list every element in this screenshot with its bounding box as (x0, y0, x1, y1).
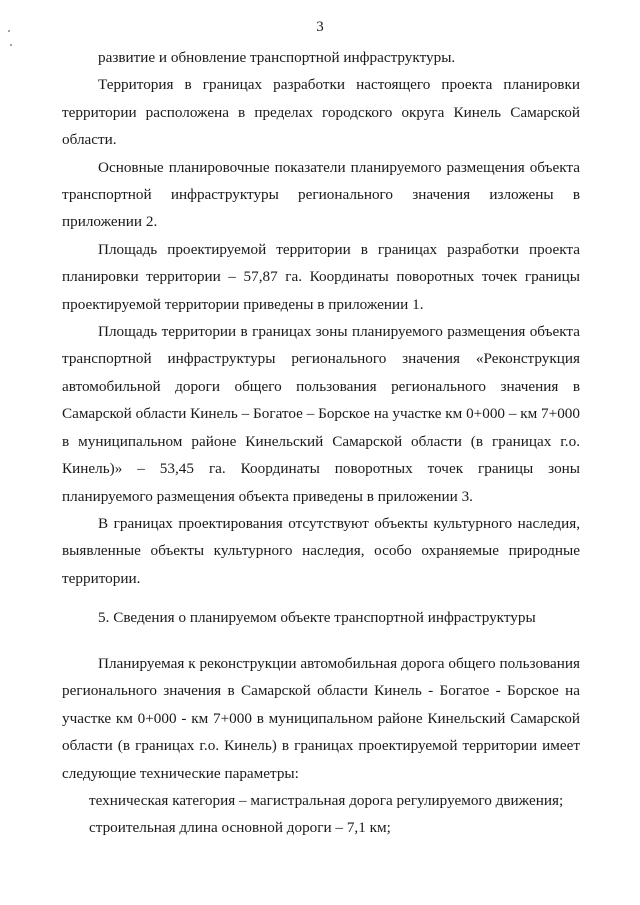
section-heading: 5. Сведения о планируемом объекте транспортной инфраструктуры (98, 609, 536, 626)
body-text-bottom (62, 650, 580, 842)
scan-speck (10, 44, 12, 46)
list-item-construction-length: строительная длина основной дороги – 7,1 км; (89, 819, 391, 837)
paragraph-road-parameters: Планируемая к реконструкции автомобильная дорога общего пользования регионального значения в Самарской области Кинель - Богатое - Борское на участке км 0+000 - км 7+000 в муниципальном районе Кинельский Самарской области (в границах г.о. Кинель) в границах проектируемой территории имеет следующие технические параметры: (62, 655, 580, 782)
page-number: 3 (316, 19, 324, 35)
body-text-top (62, 44, 580, 592)
list-item-technical-category: техническая категория – магистральная дорога регулируемого движения; (89, 792, 564, 810)
paragraph-project-area: Площадь проектируемой территории в границах разработки проекта планировки территории – 57,87 га. Координаты поворотных точек границы проектируемой территории приведены в приложении 1. (62, 240, 580, 313)
paragraph-zone-area: Площадь территории в границах зоны планируемого размещения объекта транспортной инфраструктуры регионального значения «Реконструкция автомобильной дороги общего пользования регионального значения в Самарской области Кинель – Богатое – Борское на участке км 0+000 – км 7+000 в муниципальном районе Кинельский Самарской области (в границах г.о. Кинель)» – 53,45 га. Координаты поворотных точек границы зоны планируемого размещения объекта приведены в приложении 3. (62, 323, 580, 505)
paragraph-planning-indicators: Основные планировочные показатели планируемого размещения объекта транспортной инфраструктуры регионального значения изложены в приложении 2. (62, 158, 580, 231)
paragraph-territory-location: Территория в границах разработки настоящего проекта планировки территории расположена в пределах городского округа Кинель Самарской области. (62, 76, 580, 149)
paragraph-continuation: развитие и обновление транспортной инфраструктуры. (98, 49, 456, 66)
paragraph-cultural-heritage: В границах проектирования отсутствуют объекты культурного наследия, выявленные объекты культурного наследия, особо охраняемые природные территории. (62, 514, 580, 587)
